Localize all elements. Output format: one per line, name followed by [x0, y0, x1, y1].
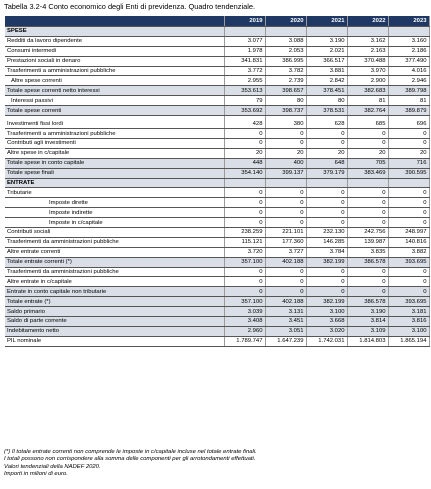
value-cell: 0: [347, 188, 388, 198]
value-cell: 382.199: [306, 297, 347, 307]
value-cell: 0: [306, 208, 347, 218]
value-cell: 377.490: [388, 56, 429, 66]
value-cell: 0: [306, 188, 347, 198]
value-cell: 0: [388, 138, 429, 148]
value-cell: 242.756: [347, 228, 388, 238]
value-cell: 232.130: [306, 228, 347, 238]
value-cell: 2.021: [306, 46, 347, 56]
value-cell: 398.657: [265, 86, 306, 96]
value-cell: 1.978: [224, 46, 265, 56]
row-label: Entrate in conto capitale non tributarie: [5, 287, 224, 297]
value-cell: 0: [388, 129, 429, 139]
footnote: (*) Il totale entrate correnti non comprende le imposte in c/capitale incluse nel totale entrate finali.: [4, 449, 257, 455]
value-cell: 0: [224, 208, 265, 218]
table-row: [5, 76, 429, 86]
footnote: Importi in milioni di euro.: [4, 471, 68, 478]
row-label: Totale spese correnti netto interessi: [5, 86, 224, 96]
value-cell: 1.865.194: [388, 336, 429, 346]
total-row: [5, 168, 429, 178]
value-cell: 248.997: [388, 228, 429, 238]
column-header: 2020: [265, 16, 306, 27]
value-cell: 0: [224, 267, 265, 277]
value-cell: 0: [306, 267, 347, 277]
value-cell: 2.053: [265, 46, 306, 56]
value-cell: 79: [224, 96, 265, 106]
value-cell: 20: [347, 148, 388, 158]
value-cell: 20: [388, 148, 429, 158]
total-row: [5, 297, 429, 307]
row-label: Investimenti fissi lordi: [5, 119, 224, 128]
value-cell: 3.814: [347, 317, 388, 327]
value-cell: 221.101: [265, 228, 306, 238]
value-cell: 0: [265, 277, 306, 287]
table-row: [5, 66, 429, 76]
value-cell: [224, 27, 265, 37]
footnote: I totali possono non corrispondere alla somma delle componenti per gli arrotondamenti effettuati.: [4, 456, 256, 463]
column-header: 2023: [388, 16, 429, 27]
value-cell: 3.109: [347, 326, 388, 336]
table-row: [5, 96, 429, 106]
value-cell: 402.188: [265, 297, 306, 307]
column-header: 2022: [347, 16, 388, 27]
value-cell: 0: [347, 129, 388, 139]
value-cell: 0: [347, 218, 388, 228]
row-label: Redditi da lavoro dipendente: [5, 36, 224, 46]
table-row: [5, 188, 429, 198]
value-cell: 383.469: [347, 168, 388, 178]
table-title: Tabella 3.2-4 Conto economico degli Enti di previdenza. Quadro tendenziale.: [4, 2, 256, 11]
value-cell: 0: [347, 198, 388, 208]
value-cell: 4.016: [388, 66, 429, 76]
table-row: [5, 228, 429, 238]
table-row: [5, 208, 429, 218]
row-label: Altre entrate in c/capitale: [5, 277, 224, 287]
value-cell: 0: [265, 267, 306, 277]
value-cell: 3.451: [265, 317, 306, 327]
value-cell: 0: [388, 277, 429, 287]
row-label: Totale entrate correnti (*): [5, 257, 224, 267]
value-cell: 0: [347, 287, 388, 297]
value-cell: 386.578: [347, 257, 388, 267]
value-cell: 146.285: [306, 237, 347, 247]
table-row: [5, 138, 429, 148]
value-cell: 0: [306, 138, 347, 148]
value-cell: 389.798: [388, 86, 429, 96]
value-cell: 0: [347, 277, 388, 287]
value-cell: [224, 178, 265, 188]
value-cell: 3.181: [388, 307, 429, 317]
table-row: [5, 247, 429, 257]
table-row: [5, 267, 429, 277]
row-label: Trasferimenti da amministrazioni pubbliche: [5, 267, 224, 277]
value-cell: 685: [347, 119, 388, 128]
value-cell: 379.179: [306, 168, 347, 178]
value-cell: 0: [347, 267, 388, 277]
value-cell: 0: [265, 138, 306, 148]
row-label: Prestazioni sociali in denaro: [5, 56, 224, 66]
value-cell: 3.077: [224, 36, 265, 46]
value-cell: 380: [265, 119, 306, 128]
row-label: Consumi intermedi: [5, 46, 224, 56]
value-cell: 0: [388, 208, 429, 218]
value-cell: 0: [265, 287, 306, 297]
value-cell: 0: [265, 218, 306, 228]
row-label: Trasferimenti a amministrazioni pubbliche: [5, 66, 224, 76]
value-cell: 3.162: [347, 36, 388, 46]
value-cell: 3.131: [265, 307, 306, 317]
column-header: 2019: [224, 16, 265, 27]
table-row: [5, 46, 429, 56]
value-cell: 80: [265, 96, 306, 106]
value-cell: 398.737: [265, 106, 306, 116]
value-cell: 0: [265, 129, 306, 139]
value-cell: 3.039: [224, 307, 265, 317]
value-cell: 115.121: [224, 237, 265, 247]
value-cell: [347, 178, 388, 188]
table-row: [5, 36, 429, 46]
value-cell: 0: [265, 208, 306, 218]
value-cell: 378.451: [306, 86, 347, 96]
row-label: Saldo primario: [5, 307, 224, 317]
value-cell: 0: [224, 277, 265, 287]
value-cell: 0: [388, 188, 429, 198]
value-cell: 3.782: [265, 66, 306, 76]
value-cell: 3.088: [265, 36, 306, 46]
value-cell: 357.100: [224, 257, 265, 267]
value-cell: 0: [388, 218, 429, 228]
value-cell: 3.970: [347, 66, 388, 76]
value-cell: 0: [306, 277, 347, 287]
value-cell: [306, 178, 347, 188]
total-row: [5, 257, 429, 267]
value-cell: 716: [388, 158, 429, 168]
value-cell: [306, 27, 347, 37]
value-cell: 386.995: [265, 56, 306, 66]
total-row: [5, 106, 429, 116]
footnote: Valori tendenziali della NADEF 2020.: [4, 463, 101, 470]
value-cell: 0: [265, 198, 306, 208]
value-cell: 3.816: [388, 317, 429, 327]
row-label: Imposte dirette: [5, 198, 224, 208]
row-label: Altre entrate correnti: [5, 247, 224, 257]
value-cell: 366.517: [306, 56, 347, 66]
value-cell: 705: [347, 158, 388, 168]
value-cell: 382.764: [347, 106, 388, 116]
table-row: [5, 119, 429, 128]
value-cell: [265, 27, 306, 37]
value-cell: 3.020: [306, 326, 347, 336]
value-cell: 3.784: [306, 247, 347, 257]
value-cell: 2.960: [224, 326, 265, 336]
value-cell: 20: [224, 148, 265, 158]
value-cell: 696: [388, 119, 429, 128]
value-cell: 0: [224, 198, 265, 208]
value-cell: 0: [224, 188, 265, 198]
value-cell: [388, 178, 429, 188]
value-cell: 3.190: [306, 36, 347, 46]
footnotes: [4, 449, 257, 479]
value-cell: 382.683: [347, 86, 388, 96]
value-cell: 378.531: [306, 106, 347, 116]
table-row: [5, 277, 429, 287]
table-row: [5, 237, 429, 247]
row-label: PIL nominale: [5, 336, 224, 346]
row-label: Imposte indirette: [5, 208, 224, 218]
row-label: SPESE: [5, 27, 224, 37]
total-row: [5, 287, 429, 297]
total-row: [5, 307, 429, 317]
value-cell: 341.831: [224, 56, 265, 66]
value-cell: 0: [306, 218, 347, 228]
value-cell: [347, 27, 388, 37]
row-label: Altre spese correnti: [5, 76, 224, 86]
value-cell: [388, 27, 429, 37]
row-label: Tributarie: [5, 188, 224, 198]
table-row: [5, 56, 429, 66]
value-cell: 393.695: [388, 297, 429, 307]
value-cell: 1.647.239: [265, 336, 306, 346]
header-row: [5, 16, 429, 27]
value-cell: 0: [224, 138, 265, 148]
value-cell: 648: [306, 158, 347, 168]
row-label: Totale entrate (*): [5, 297, 224, 307]
row-label: Contributi sociali: [5, 228, 224, 238]
value-cell: 3.100: [388, 326, 429, 336]
value-cell: 354.140: [224, 168, 265, 178]
value-cell: 0: [347, 138, 388, 148]
section-header-row: [5, 27, 429, 37]
section-header-row: [5, 178, 429, 188]
value-cell: 81: [388, 96, 429, 106]
value-cell: 390.595: [388, 168, 429, 178]
row-label: Totale spese in conto capitale: [5, 158, 224, 168]
value-cell: 2.186: [388, 46, 429, 56]
value-cell: 3.190: [347, 307, 388, 317]
row-label: Totale spese correnti: [5, 106, 224, 116]
value-cell: 3.051: [265, 326, 306, 336]
value-cell: 386.578: [347, 297, 388, 307]
value-cell: 3.881: [306, 66, 347, 76]
value-cell: 393.695: [388, 257, 429, 267]
row-label: Saldo di parte corrente: [5, 317, 224, 327]
value-cell: 2.163: [347, 46, 388, 56]
value-cell: 399.137: [265, 168, 306, 178]
value-cell: 0: [306, 129, 347, 139]
value-cell: 2.842: [306, 76, 347, 86]
value-cell: 357.100: [224, 297, 265, 307]
value-cell: 1.742.031: [306, 336, 347, 346]
header-label-cell: [5, 16, 224, 27]
table-row: [5, 129, 429, 139]
value-cell: 3.160: [388, 36, 429, 46]
income-statement-table: [5, 16, 430, 347]
value-cell: 3.727: [265, 247, 306, 257]
value-cell: 389.879: [388, 106, 429, 116]
value-cell: 80: [306, 96, 347, 106]
value-cell: 0: [224, 218, 265, 228]
value-cell: 2.955: [224, 76, 265, 86]
value-cell: 400: [265, 158, 306, 168]
table-row: [5, 336, 429, 346]
column-header: 2021: [306, 16, 347, 27]
row-label: Altre spese in c/capitale: [5, 148, 224, 158]
value-cell: 177.360: [265, 237, 306, 247]
row-label: Indebitamento netto: [5, 326, 224, 336]
value-cell: 238.259: [224, 228, 265, 238]
value-cell: 382.199: [306, 257, 347, 267]
value-cell: 3.720: [224, 247, 265, 257]
value-cell: 0: [265, 188, 306, 198]
value-cell: 0: [388, 267, 429, 277]
value-cell: 448: [224, 158, 265, 168]
total-row: [5, 158, 429, 168]
table-body: [5, 27, 429, 347]
value-cell: 139.987: [347, 237, 388, 247]
table-row: [5, 148, 429, 158]
value-cell: 20: [306, 148, 347, 158]
value-cell: 428: [224, 119, 265, 128]
value-cell: 0: [306, 198, 347, 208]
row-label: ENTRATE: [5, 178, 224, 188]
total-row: [5, 317, 429, 327]
total-row: [5, 326, 429, 336]
row-label: Totale spese finali: [5, 168, 224, 178]
total-row: [5, 86, 429, 96]
value-cell: 0: [224, 287, 265, 297]
value-cell: 2.946: [388, 76, 429, 86]
row-label: Trasferimenti da amministrazioni pubbliche: [5, 237, 224, 247]
value-cell: 3.835: [347, 247, 388, 257]
value-cell: 0: [224, 129, 265, 139]
value-cell: 1.814.803: [347, 336, 388, 346]
value-cell: 0: [306, 287, 347, 297]
row-label: Interessi passivi: [5, 96, 224, 106]
row-label: Imposte in c/capitale: [5, 218, 224, 228]
value-cell: 1.789.747: [224, 336, 265, 346]
row-label: Contributi agli investimenti: [5, 138, 224, 148]
value-cell: 628: [306, 119, 347, 128]
value-cell: 3.100: [306, 307, 347, 317]
value-cell: 0: [388, 287, 429, 297]
table-row: [5, 198, 429, 208]
value-cell: 20: [265, 148, 306, 158]
value-cell: 402.188: [265, 257, 306, 267]
value-cell: 353.613: [224, 86, 265, 96]
value-cell: 370.488: [347, 56, 388, 66]
value-cell: 3.668: [306, 317, 347, 327]
value-cell: 81: [347, 96, 388, 106]
value-cell: 0: [388, 198, 429, 208]
row-label: Trasferimenti a amministrazioni pubbliche: [5, 129, 224, 139]
value-cell: 3.408: [224, 317, 265, 327]
value-cell: 3.882: [388, 247, 429, 257]
table-row: [5, 218, 429, 228]
value-cell: [265, 178, 306, 188]
value-cell: 2.739: [265, 76, 306, 86]
value-cell: 3.772: [224, 66, 265, 76]
value-cell: 353.692: [224, 106, 265, 116]
value-cell: 0: [347, 208, 388, 218]
value-cell: 140.816: [388, 237, 429, 247]
value-cell: 2.900: [347, 76, 388, 86]
